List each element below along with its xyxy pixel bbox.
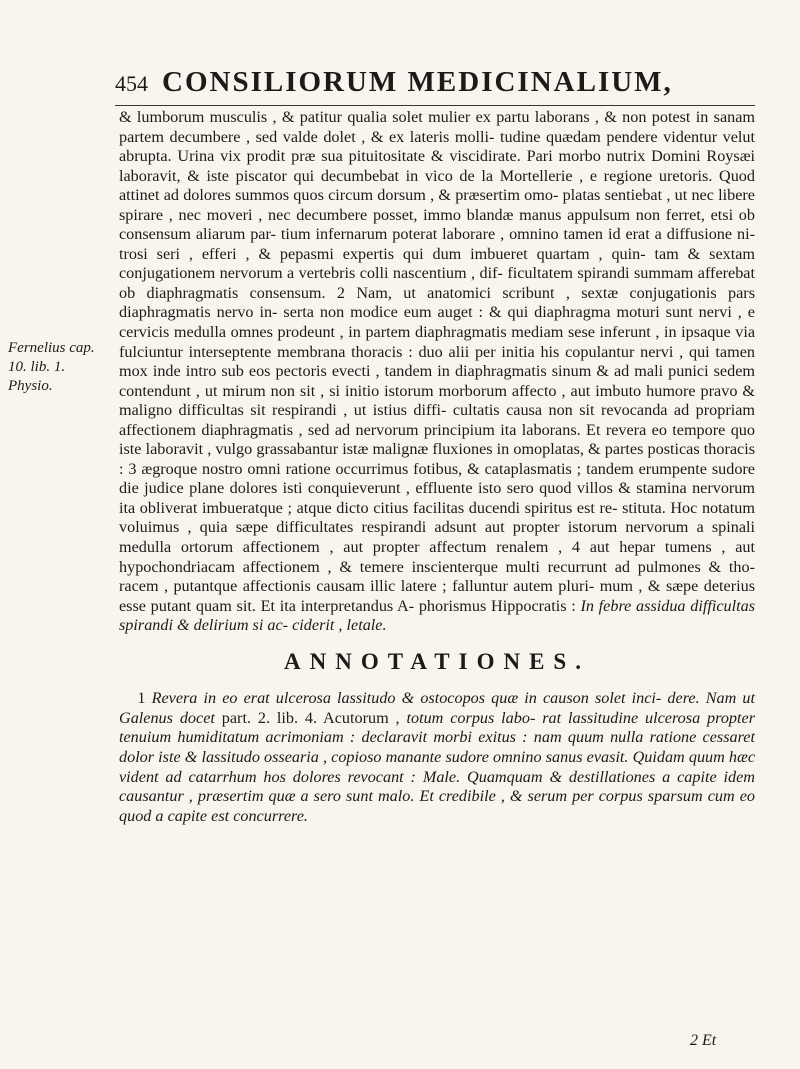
body-text: & lumborum musculis , & patitur qualia solet mulier ex partu laborans , & non potest in sanam partem decumbere , sed valde dolet , & ex lateris molli- tudine quædam pendere videntur velut abrupta. Urina vix prodit præ sua pituitositate & viscidirate. Pari morbo nutrix Domini Roysæi laboravit, & iste piscator qui decumbebat in vico de la Mortellerie , e regione uretoris. Quod attinet ad dolores summos quos circum dorsum , & præsertim omo- platas sentiebat , ut nec libere spirare , nec moveri , nec decumbere posset, immo blandæ manus appulsum non ferret, etsi ob consensum aliarum par- tium infernarum poterat laborare , omnino tamen id erat a diffusione ni- trosi seri , efferi , & pepasmi expertis qui dum imbueret quartam , quin- tam & sextam conjugationem nervorum a vertebris colli nascentium , dif- ficultatem spirandi summam afferebat ob diaphragmatis consensum. 2 Nam, ut anatomici scribunt , sextæ conjugationis pars diaphragmatis nervo in- serta non modice eum auget : & qui diaphragma moturi sunt nervi , e cervicis medulla omnes prodeunt , in partem diaphragmatis mediam sese inferunt , in ipsaque via fulciuntur interseptente membrana thoracis : duo alii per initia his copulantur nervi , qui tamen mox inde intro sub eos pectoris evecti , tandem in diaphragmatis sinum & ad mali punici sedem contendunt , ut mirum non sit , si initio istorum morborum affecto , aut imbuto humore pravo & maligno difficultas sit respirandi , ut istius diffi- cultatis causa non sit revocanda ad propriam affectionem diaphragmatis , sed ad nervorum principium ita laborans. Et revera eo tempore quo iste laboravit , vulgo grassabantur istæ malignæ fluxiones in omoplatas, & partes posticas thoracis : 3 ægroque nostro omni ratione occurrimus fotibus, & cataplasmatis ; tandem erumpente sudore die judice plane dolores isti conquieverunt , effluente isto sero quod villos & stamina nervorum ita obliverat imbueratque ; atque dicto citius facilitas ducendi spiritus est re- stituta. Hoc notatum voluimus , quia sæpe difficultates respirandi adsunt aut propter istorum nervorum a spinali medulla ortorum affectionem , aut propter affectum renalem , 4 aut hepar tumens , aut hypochondriacam affectionem , & temere inscienterque multi recurrunt ad pulmones & tho- racem , putantque affectionis causam illic latere ; falluntur autem pluri- mum , & sæpe deterius esse putant quam sit. Et ita interpretandus A- phorismus Hippocratis : [119,108,755,615]
running-title: CONSILIORUM MEDICINALIUM, [162,66,673,98]
annotation-paragraph [119,689,755,826]
annotations-heading: ANNOTATIONES. [284,648,590,674]
margin-note-line: Physio. [8,378,53,394]
catchword: 2 Et [690,1032,717,1049]
running-head [115,66,755,106]
annotation-text: Revera in eo erat ulcerosa lassitudo & ostocopos quæ in causon solet inci- dere. Nam ut Galenus docet [119,689,756,727]
aphorism-quote: In febre assidua difficultas spirandi & delirium si ac- ciderit , letale. [119,596,755,635]
margin-note-line: Fernelius cap. [8,340,95,356]
annotation-text: Male. Quamquam & destillationes a capite idem causantur , præsertim quæ a sero sunt malo. Et credibile , & serum per corpus sparsum cum eo quod a capite est concurrere. [119,767,755,825]
body-paragraph [119,108,755,636]
annotation-reference: part. 2. lib. 4. Acutorum , [221,708,400,727]
margin-note-line: 10. lib. 1. [8,359,66,375]
annotation-number: 1 [137,689,146,708]
main-text [119,108,755,826]
margin-note [8,339,98,396]
page-number: 454 [115,71,148,96]
annotation-text: totum corpus labo- rat lassitudine ulcerosa propter tenuium humiditatum acrimoniam : declaravit morbi exitus : nam quum nulla ratione cessaret dolor iste & lassitudo ossearia , copioso manante sudore omnino sanus evasit. Quidam quum hæc vident ad catarrhum hos dolores revocant : [119,708,756,786]
